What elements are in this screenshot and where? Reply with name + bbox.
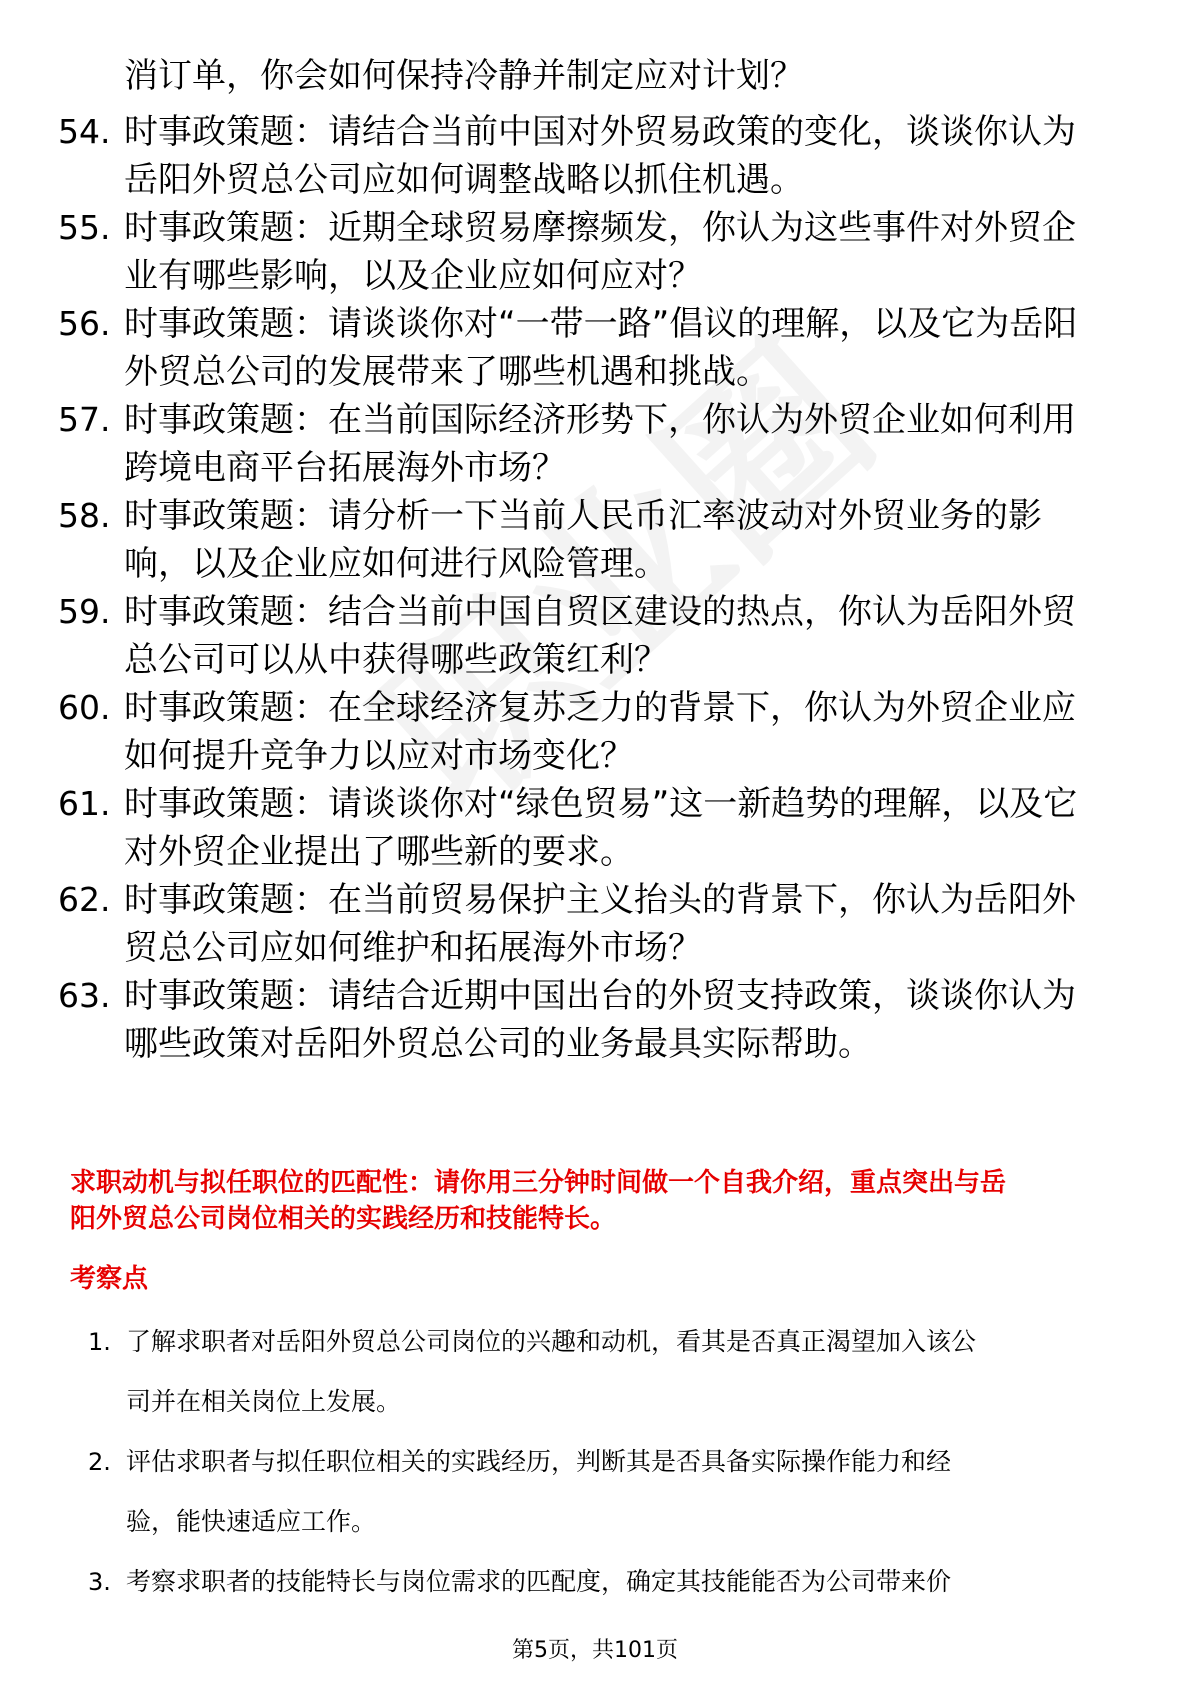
question-number: 63.	[58, 976, 111, 1015]
question-text	[124, 684, 1134, 780]
question-line: 贸总公司应如何维护和拓展海外市场？	[124, 928, 702, 968]
point-number: 1.	[88, 1328, 111, 1356]
question-line: 岳阳外贸总公司应如何调整战略以抓住机遇。	[124, 160, 804, 200]
question-number: 55.	[58, 208, 111, 247]
continuation-text: 消订单，你会如何保持冷静并制定应对计划？	[124, 56, 804, 96]
point-text	[126, 1445, 1126, 1539]
question-item	[0, 108, 1190, 204]
question-line: 时事政策题：请谈谈你对“一带一路”倡议的理解，以及它为岳阳	[124, 304, 1078, 344]
question-number: 54.	[58, 112, 111, 151]
question-item	[0, 684, 1190, 780]
question-text	[124, 588, 1134, 684]
point-line: 了解求职者对岳阳外贸总公司岗位的兴趣和动机，看其是否真正渴望加入该公	[126, 1327, 977, 1356]
question-item	[0, 780, 1190, 876]
question-line: 时事政策题：在当前国际经济形势下，你认为外贸企业如何利用	[124, 400, 1076, 440]
question-line: 哪些政策对岳阳外贸总公司的业务最具实际帮助。	[124, 1024, 872, 1064]
question-item	[0, 204, 1190, 300]
question-number: 56.	[58, 304, 111, 343]
question-item	[0, 492, 1190, 588]
question-text	[124, 300, 1134, 396]
question-text	[124, 396, 1134, 492]
question-text	[124, 204, 1134, 300]
point-line: 评估求职者与拟任职位相关的实践经历，判断其是否具备实际操作能力和经	[126, 1447, 952, 1476]
question-item	[0, 972, 1190, 1068]
question-line: 时事政策题：请结合近期中国出台的外贸支持政策，谈谈你认为	[124, 976, 1076, 1016]
question-line: 时事政策题：请分析一下当前人民币汇率波动对外贸业务的影	[124, 496, 1042, 536]
question-line: 响，以及企业应如何进行风险管理。	[124, 544, 668, 584]
question-item	[0, 396, 1190, 492]
question-line: 对外贸企业提出了哪些新的要求。	[124, 832, 634, 872]
question-line: 时事政策题：结合当前中国自贸区建设的热点，你认为岳阳外贸	[124, 592, 1076, 632]
highlight-question	[70, 1165, 1130, 1237]
page-footer: 第5页，共101页	[512, 1638, 678, 1663]
question-line: 时事政策题：近期全球贸易摩擦频发，你认为这些事件对外贸企	[124, 208, 1076, 248]
question-item	[0, 300, 1190, 396]
question-number: 57.	[58, 400, 111, 439]
point-text	[126, 1565, 1126, 1599]
question-line: 时事政策题：请结合当前中国对外贸易政策的变化，谈谈你认为	[124, 112, 1076, 152]
section-subheading: 考察点	[70, 1264, 149, 1294]
question-line: 时事政策题：在当前贸易保护主义抬头的背景下，你认为岳阳外	[124, 880, 1076, 920]
question-number: 59.	[58, 592, 111, 631]
point-number: 2.	[88, 1448, 111, 1476]
question-text	[124, 876, 1134, 972]
question-text	[124, 972, 1134, 1068]
question-text	[124, 108, 1134, 204]
question-text	[124, 780, 1134, 876]
question-number: 58.	[58, 496, 111, 535]
question-line: 时事政策题：在全球经济复苏乏力的背景下，你认为外贸企业应	[124, 688, 1076, 728]
question-number: 62.	[58, 880, 111, 919]
question-number: 61.	[58, 784, 111, 823]
point-line: 司并在相关岗位上发展。	[126, 1387, 402, 1416]
question-item	[0, 588, 1190, 684]
question-line: 时事政策题：请谈谈你对“绿色贸易”这一新趋势的理解，以及它	[124, 784, 1078, 824]
question-text	[124, 492, 1134, 588]
question-line: 业有哪些影响，以及企业应如何应对？	[124, 256, 702, 296]
question-line: 如何提升竞争力以应对市场变化？	[124, 736, 634, 776]
question-item	[0, 876, 1190, 972]
question-line: 跨境电商平台拓展海外市场？	[124, 448, 566, 488]
question-line: 外贸总公司的发展带来了哪些机遇和挑战。	[124, 352, 770, 392]
question-line: 总公司可以从中获得哪些政策红利？	[124, 640, 668, 680]
point-line: 验，能快速适应工作。	[126, 1507, 377, 1536]
highlight-line: 求职动机与拟任职位的匹配性：请你用三分钟时间做一个自我介绍，重点突出与岳	[70, 1168, 1007, 1198]
point-line: 考察求职者的技能特长与岗位需求的匹配度，确定其技能能否为公司带来价	[126, 1567, 952, 1596]
point-number: 3.	[88, 1568, 111, 1596]
question-number: 60.	[58, 688, 111, 727]
point-text	[126, 1325, 1126, 1419]
highlight-line: 阳外贸总公司岗位相关的实践经历和技能特长。	[70, 1204, 617, 1234]
